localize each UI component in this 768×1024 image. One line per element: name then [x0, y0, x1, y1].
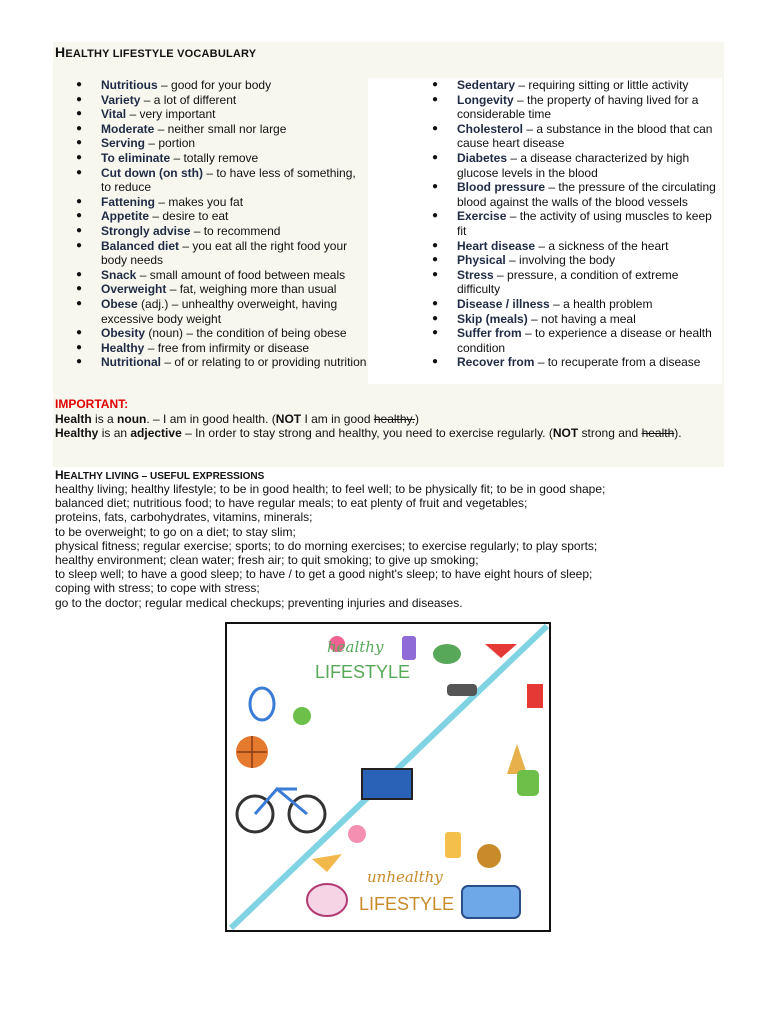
- bullet-icon: ●: [432, 210, 439, 222]
- useful-expression-line: healthy living; healthy lifestyle; to be in good health; to feel well; to be physically fit; to be in good shape;: [55, 482, 606, 496]
- pizza-icon: [312, 854, 342, 872]
- vocab-item: [432, 297, 722, 312]
- vocab-term: Skip (meals): [457, 311, 528, 326]
- vocab-term: Obese: [101, 296, 138, 311]
- bullet-icon: ●: [432, 181, 439, 193]
- healthy-unhealthy-lifestyle-illustration: [225, 622, 551, 932]
- bullet-icon: ●: [76, 356, 83, 368]
- lifestyle-illustration-svg: [227, 624, 549, 930]
- vocab-term: Recover from: [457, 355, 535, 370]
- unhealthy-lifestyle-word: LIFESTYLE: [359, 894, 455, 914]
- vocab-term: Obesity: [101, 326, 146, 341]
- vocab-item: [432, 312, 722, 327]
- vocab-definition: – a sickness of the heart: [535, 238, 669, 253]
- vocab-definition: – fat, weighing more than usual: [166, 282, 337, 297]
- vocab-term: Overweight: [101, 282, 167, 297]
- bullet-icon: ●: [76, 210, 83, 222]
- vocab-item: [76, 209, 368, 224]
- vocab-item: [432, 122, 722, 151]
- bullet-icon: ●: [76, 297, 83, 309]
- bullet-icon: ●: [76, 122, 83, 134]
- vocab-term: Suffer from: [457, 326, 522, 341]
- burger-icon: [477, 844, 501, 868]
- vocab-term: To eliminate: [101, 150, 171, 165]
- ice-cream-icon: [507, 744, 527, 774]
- important-line-adjective: Healthy is an adjective – In order to stay strong and healthy, you need to exercise regularly. (NOT strong and health).: [55, 426, 682, 441]
- vocab-definition: – the pressure of the circulating blood against the walls of the blood vessels: [457, 180, 716, 209]
- bullet-icon: ●: [432, 122, 439, 134]
- bullet-icon: ●: [76, 166, 83, 178]
- vocab-term: Appetite: [101, 209, 149, 224]
- vocab-definition: – very important: [126, 107, 216, 122]
- important-note: [55, 397, 720, 441]
- fries-icon: [527, 684, 543, 708]
- vocab-definition: – totally remove: [170, 150, 259, 165]
- vocab-definition: – involving the body: [505, 253, 616, 268]
- healthy-lifestyle-word: LIFESTYLE: [315, 662, 411, 682]
- vocab-definition: – a lot of different: [140, 92, 237, 107]
- vocab-definition: – the property of having lived for a considerable time: [457, 92, 699, 122]
- useful-expression-line: proteins, fats, carbohydrates, vitamins, minerals;: [55, 510, 313, 525]
- vocab-item: [432, 180, 722, 209]
- vocab-term: Nutritional: [101, 355, 161, 370]
- healthy-script: healthy: [327, 638, 384, 656]
- useful-expression-line: physical fitness; regular exercise; sports; to do morning exercises; to exercise regularly; to play sports;: [55, 538, 598, 553]
- vocab-item: [432, 93, 722, 122]
- bullet-icon: ●: [76, 327, 83, 339]
- vocab-term: Blood pressure: [457, 180, 546, 195]
- unhealthy-script: unhealthy: [367, 868, 443, 886]
- bullet-icon: ●: [432, 312, 439, 324]
- vocab-term: Snack: [101, 267, 137, 282]
- couch-icon: [462, 886, 520, 918]
- useful-expression-line: to sleep well; to have a good sleep; to have / to get a good night's sleep; to have eight hours of sleep;: [55, 567, 593, 582]
- salad-bowl-icon: [433, 644, 461, 664]
- vocab-definition: – good for your body: [157, 78, 272, 92]
- vocab-term: Stress: [457, 267, 494, 282]
- vocab-term: Cholesterol: [457, 121, 524, 136]
- useful-expression-line: go to the doctor; regular medical checkups; preventing injuries and diseases.: [55, 595, 463, 610]
- bullet-icon: ●: [76, 283, 83, 295]
- useful-expressions-list: [55, 482, 715, 610]
- bullet-icon: ●: [76, 341, 83, 353]
- vocab-definition: – neither small nor large: [154, 121, 287, 136]
- phone-icon: [402, 636, 416, 660]
- vocab-item: [76, 122, 368, 137]
- vocab-term: Fattening: [101, 194, 155, 209]
- vocab-item: [76, 341, 368, 356]
- bullet-icon: ●: [76, 137, 83, 149]
- bullet-icon: ●: [432, 93, 439, 105]
- vocabulary-title: HEALTHY LIFESTYLE VOCABULARY: [55, 44, 257, 60]
- vocab-term: Exercise: [457, 209, 507, 224]
- useful-expression-line: balanced diet; nutritious food; to have regular meals; to eat plenty of fruit and vegetables;: [55, 496, 528, 511]
- vocab-item: [432, 209, 722, 238]
- vocab-definition: (noun) – the condition of being obese: [145, 326, 347, 341]
- vocab-definition: – desire to eat: [149, 209, 229, 224]
- vocab-term: Disease / illness: [457, 296, 550, 311]
- tv-icon: [362, 769, 412, 799]
- vocab-item: [76, 78, 368, 93]
- pillow-icon: [307, 884, 347, 916]
- vocab-term: Cut down (on sth): [101, 165, 203, 180]
- vocab-definition: – to recuperate from a disease: [534, 355, 701, 370]
- vocab-item: [76, 282, 368, 297]
- vocabulary-list-left: [76, 78, 368, 370]
- vocab-definition: – portion: [145, 136, 196, 151]
- apple-icon: [293, 707, 311, 725]
- vocab-definition: – pressure, a condition of extreme difficulty: [457, 267, 679, 297]
- vocab-term: Heart disease: [457, 238, 536, 253]
- bullet-icon: ●: [432, 297, 439, 309]
- vocab-term: Serving: [101, 136, 146, 151]
- vocab-definition: – requiring sitting or little activity: [515, 78, 689, 92]
- bullet-icon: ●: [76, 268, 83, 280]
- vocab-definition: – to experience a disease or health condition: [457, 326, 712, 355]
- vocab-term: Strongly advise: [101, 223, 191, 238]
- bullet-icon: ●: [432, 239, 439, 251]
- vocab-item: [432, 78, 722, 93]
- vocab-item: [432, 268, 722, 297]
- important-line-noun: Health is a noun. – I am in good health. (NOT I am in good healthy.): [55, 411, 419, 426]
- vocab-item: [76, 224, 368, 239]
- vocab-term: Diabetes: [457, 150, 508, 165]
- vocab-item: [76, 107, 368, 122]
- beer-icon: [445, 832, 461, 858]
- vocab-term: Healthy: [101, 340, 145, 355]
- bicycle-frame-icon: [255, 789, 307, 814]
- important-label: IMPORTANT:: [55, 397, 129, 411]
- bullet-icon: ●: [432, 79, 439, 90]
- vocab-definition: – small amount of food between meals: [136, 267, 346, 282]
- useful-expressions-title: HEALTHY LIVING – USEFUL EXPRESSIONS: [55, 468, 265, 482]
- bullet-icon: ●: [432, 268, 439, 280]
- candy-icon: [517, 770, 539, 796]
- bullet-icon: ●: [76, 224, 83, 236]
- bullet-icon: ●: [76, 239, 83, 251]
- useful-expression-line: coping with stress; to cope with stress;: [55, 581, 260, 596]
- bullet-icon: ●: [432, 254, 439, 266]
- vocab-term: Moderate: [101, 121, 155, 136]
- tennis-racket-icon: [250, 688, 274, 720]
- vocab-item: [76, 136, 368, 151]
- vocab-definition: – makes you fat: [155, 194, 244, 209]
- vocab-definition: – a disease characterized by high glucose levels in the blood: [457, 150, 690, 180]
- vocab-item: [76, 93, 368, 108]
- vocab-term: Vital: [101, 107, 127, 122]
- bullet-icon: ●: [76, 195, 83, 207]
- vocabulary-list-right: [432, 78, 722, 370]
- vocab-definition: – a substance in the blood that can cause heart disease: [457, 121, 713, 151]
- vocab-definition: – free from infirmity or disease: [144, 340, 310, 355]
- vocab-term: Sedentary: [457, 78, 516, 92]
- vocab-item: [76, 355, 368, 370]
- vocab-item: [432, 355, 722, 370]
- bullet-icon: ●: [76, 151, 83, 163]
- vocab-definition: – to have less of something, to reduce: [101, 165, 356, 195]
- bullet-icon: ●: [76, 108, 83, 120]
- vocab-item: [76, 166, 368, 195]
- vocab-item: [76, 239, 368, 268]
- vocab-definition: – the activity of using muscles to keep fit: [457, 209, 712, 238]
- vocab-item: [76, 297, 368, 326]
- vocab-item: [76, 195, 368, 210]
- bullet-icon: ●: [76, 93, 83, 105]
- vocab-definition: – not having a meal: [527, 311, 636, 326]
- vocab-term: Balanced diet: [101, 238, 180, 253]
- vocab-term: Physical: [457, 253, 506, 268]
- vocab-term: Nutritious: [101, 78, 158, 92]
- vocab-item: [432, 326, 722, 355]
- vocab-item: [76, 326, 368, 341]
- donut-icon: [348, 825, 366, 843]
- vocab-item: [76, 151, 368, 166]
- vocab-item: [432, 239, 722, 254]
- useful-expression-line: to be overweight; to go on a diet; to stay slim;: [55, 524, 296, 539]
- bullet-icon: ●: [76, 79, 83, 90]
- vocab-item: [432, 151, 722, 180]
- vocab-definition: – to recommend: [190, 223, 281, 238]
- vocab-definition: – of or relating to or providing nutrition: [161, 355, 367, 370]
- vocab-term: Longevity: [457, 92, 514, 107]
- vocab-item: [432, 253, 722, 268]
- bullet-icon: ●: [432, 151, 439, 163]
- vocab-item: [76, 268, 368, 283]
- dumbbell-icon: [447, 684, 477, 696]
- bullet-icon: ●: [432, 356, 439, 368]
- bullet-icon: ●: [432, 327, 439, 339]
- vocab-definition: – a health problem: [549, 296, 653, 311]
- vocab-definition: – you eat all the right food your body needs: [101, 238, 348, 268]
- vocab-definition: (adj.) – unhealthy overweight, having excessive body weight: [101, 296, 338, 326]
- useful-expression-line: healthy environment; clean water; fresh air; to quit smoking; to give up smoking;: [55, 553, 479, 568]
- vocab-term: Variety: [101, 92, 141, 107]
